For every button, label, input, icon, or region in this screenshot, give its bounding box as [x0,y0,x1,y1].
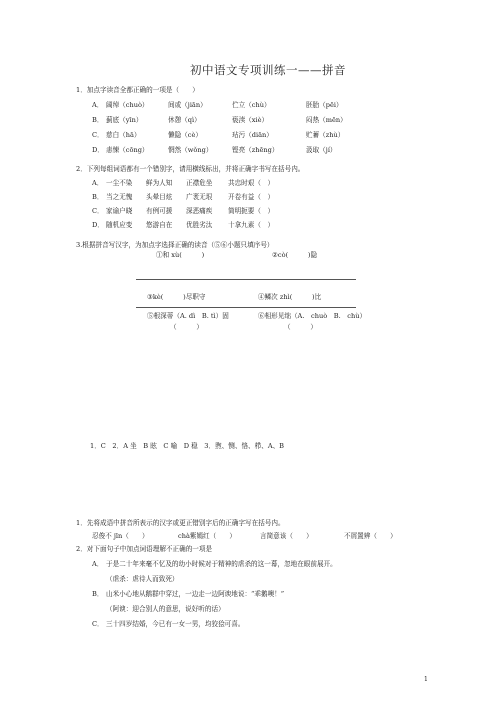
q1-item: 休憩（qì） [168,116,201,124]
q1-item: 懒隐（cè） [168,131,202,139]
q4-item: 忍俊不 jīn（ ） [92,532,149,540]
q3-item-6: ⑥相形见绌（A. chuò B. chù） [258,312,367,320]
divider-line [136,279,356,280]
q1-option-label: B． [92,116,104,124]
answer-key: 1．C 2．A 坐 B 眩 C 喻 D 稳 3．煦、恻、恪、栉、A、B [90,442,285,450]
q2-item: 有例可援 [146,207,173,215]
q1-item: 伫立（chù） [232,101,271,109]
q2-item: 鲜为人知 [146,179,173,187]
q1-item: 闷热（mēn） [306,116,347,124]
q1-item: 胚胎（pēi） [306,101,343,109]
q4-item: 不屑置辨（ ） [344,532,397,540]
q1-item: 慈白（hā） [106,131,141,139]
q1-option-label: D． [92,146,104,154]
q2-item: 优胜劣汰 [186,221,213,229]
q5-option-label: B． [92,590,104,598]
q1-item: 阔绰（chuò） [106,101,149,109]
q2-item: 家谕户晓 [106,207,133,215]
q2-item: 十拿九素（ ） [228,221,275,229]
q3-item-3: ③kè( )尽职守 [147,293,206,301]
divider-line [136,307,356,308]
q3-item-5: ⑤根深蒂（A. dì B. tì）固 [147,312,229,320]
q1-item: 亵渎（xiè） [232,116,269,124]
q2-stem: 2．下列每组词语都有一个错别字，请用横线标出，并将正确字书写在括号内。 [76,165,305,173]
q2-item: 一尘不染 [106,179,133,187]
q5-stem: 2．对下面句子中加点词语理解不正确的一项是 [76,545,213,553]
q4-stem: 1．先将成语中拼音所表示的汉字或更正错别字后的正确字写在括号内。 [76,519,285,527]
q1-item: 铿亮（zhēng） [232,146,279,154]
q3-item-4: ④鳞次 zhì( )比 [258,293,322,301]
q5-option-label: A． [92,560,104,568]
q2-option-label: C． [92,207,104,215]
q2-item: 正襟危坐 [186,179,213,187]
q2-item: 头晕目炫 [146,193,173,201]
q2-item: 随机应变 [106,221,133,229]
q4-item: 言简意该（ ） [260,532,313,540]
q1-option-label: A． [92,101,104,109]
page-title: 初中语文专项训练一——拼音 [190,63,346,77]
q5-option-label: C． [92,620,104,628]
q2-item: 悠游自在 [146,221,173,229]
q1-item: 贮蓄（zhù） [306,131,345,139]
q1-item: 汲取（jí） [306,146,337,154]
q2-option-label: D． [92,221,104,229]
q2-item: 开卷有益（ ） [228,193,275,201]
q2-item: 广袤无垠 [186,193,213,201]
q4-item: chà紫嫣红（ ） [178,532,237,540]
q2-option-label: A． [92,179,104,187]
q3-item-2: ②cò( )隐 [272,251,318,259]
q1-option-label: C． [92,131,104,139]
q3-stem: 3.根据拼音写汉字，为加点字选择正确的读音（⑤⑥小题只填序号） [76,241,274,249]
q1-item: 蓟底（yīn） [106,116,143,124]
q1-item: 恚悚（cōng） [106,146,149,154]
q5-option-text: 山米小心地从鹅群中穿过，一边走一边阿谀地说：“乖鹅噢！” [106,590,285,598]
q5-option-text: 三十四岁结婚，今已有一女一男，均狡狯可喜。 [106,620,245,628]
q3-item-5-answer: （ ） [170,323,203,331]
q2-item: 当之无愧 [106,193,133,201]
q1-item: 间或（jiān） [168,101,207,109]
q2-item: 深恶痛疾 [186,207,213,215]
q2-option-label: B． [92,193,104,201]
page-number: 1 [424,676,428,683]
q5-note: （阿谀：迎合别人的意思，说好听的话） [106,605,225,613]
q2-item: 共忠时艰（ ） [228,179,275,187]
q5-note: （虐杀：虐待人而致死） [106,575,179,583]
q1-stem: 1．加点字读音全都正确的一项是（ ） [76,86,199,94]
q2-item: 简明扼要（ ） [228,207,275,215]
q5-option-text: 于是二十年来毫不忆及的幼小时候对于精神的虐杀的这一幕，忽地在眼前展开。 [106,560,337,568]
q3-item-6-answer: （ ） [284,323,317,331]
q3-item-1: ①和 xù( ) [156,251,205,259]
q1-item: 惘然（wǒng） [168,146,213,154]
q1-item: 玷污（diān） [232,131,273,139]
